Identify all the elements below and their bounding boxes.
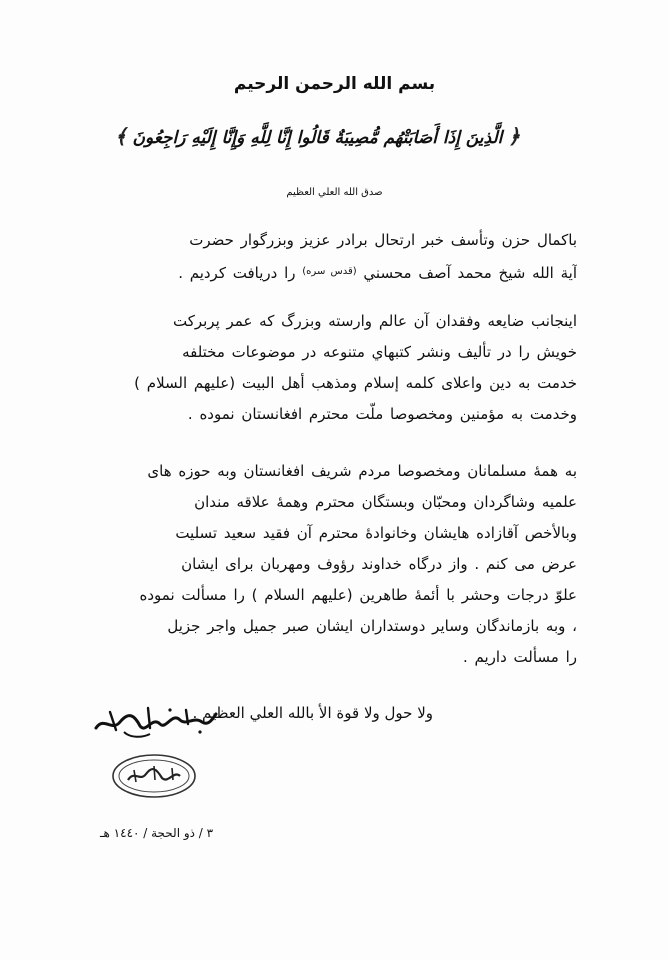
quran-verse xyxy=(114,124,520,148)
paragraph-line: علوّ درجات وحشر با أئمهٔ طاهرين (عليهم السلام ) را مسألت نموده xyxy=(139,586,577,604)
paragraph-line: وخدمت به مؤمنين ومخصوصا ملّت محترم افغانستان نموده . xyxy=(187,405,577,423)
verse-text: الَّذِينَ إِذَا أَصَابَتْهُم مُّصِيبَةٌ قَالُوا إِنَّا لِلَّهِ وَإِنَّا إِلَيْهِ رَاجِعُونَ xyxy=(132,128,503,148)
date-line: ٣ / ذو الحجة / ١٤٤٠ هـ xyxy=(100,826,214,840)
paragraph-text: را دريافت كرديم . xyxy=(178,264,296,282)
paragraph-line: باكمال حزن وتأسف خبر ارتحال برادر عزيز وبزرگوار حضرت xyxy=(189,231,577,249)
paragraph-line: به همهٔ مسلمانان ومخصوصا مردم شريف افغانستان وبه حوزه هاى xyxy=(147,462,577,480)
honorific-text: (قدس سره) xyxy=(302,266,357,277)
paragraph-line: اينجانب ضايعه وفقدان آن عالم وارسته وبزرگ كه عمر پربركت xyxy=(172,312,577,330)
signature xyxy=(90,702,220,742)
paragraph-line: علميه وشاگردان ومحبّان وبستگان محترم وهمهٔ علاقه مندان xyxy=(194,493,577,511)
paragraph-line: خدمت به دين واعلاى كلمه إسلام ومذهب أهل البيت (عليهم السلام ) xyxy=(134,374,577,392)
name-text: آية الله شيخ محمد آصف محسني xyxy=(363,264,577,282)
paragraph-line: عرض مى كنم . واز درگاه خداوند رؤوف ومهربان براى ايشان xyxy=(181,555,577,573)
verse-close-bracket: ﴾ xyxy=(114,124,127,148)
paragraph-1 xyxy=(87,225,577,289)
basmala-heading: بسم الله الرحمن الرحيم xyxy=(233,74,436,94)
paragraph-line: ، وبه بازماندگان وساير دوستداران ايشان صبر جميل واجر جزيل xyxy=(167,617,577,635)
paragraph-line: خويش را در تأليف ونشر كتبهاي متنوعه در موضوعات مختلفه xyxy=(182,343,577,361)
sadaq-line: صدق الله العلي العظيم xyxy=(286,187,383,198)
paragraph-line: را مسألت داريم . xyxy=(462,648,577,666)
paragraph-3 xyxy=(87,456,577,673)
closing-phrase: ولا حول ولا قوة الأ بالله العلي العظيم . xyxy=(192,704,433,722)
paragraph-2 xyxy=(87,306,577,430)
paragraph-line xyxy=(87,256,577,289)
paragraph-line: وبالأخص آقازاده هايشان وخانوادهٔ محترم آن فقيد سعيد تسليت xyxy=(175,524,577,542)
verse-open-bracket: ﴿ xyxy=(508,124,520,148)
seal-stamp xyxy=(110,752,198,800)
